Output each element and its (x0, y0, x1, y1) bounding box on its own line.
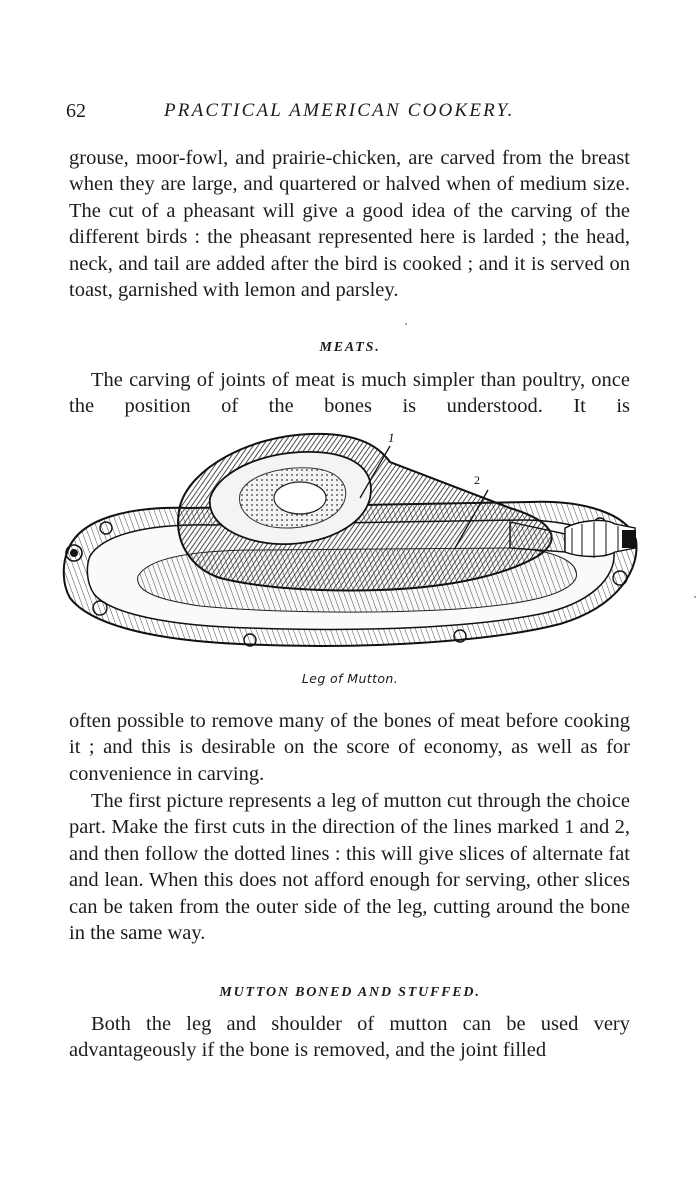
paragraph-mutton-boned: Both the leg and shoulder of mutton can be used very advantageously if the bone is removed, and the joint filled (69, 1013, 630, 1062)
cut-label-2: 2 (474, 473, 480, 487)
paragraph-meats-before-figure: The carving of joints of meat is much simpler than poultry, once the position of the bones is understood. It is (69, 369, 630, 418)
heading-mutton-boned: MUTTON BONED AND STUFFED. (219, 985, 481, 1000)
print-speck (694, 596, 696, 598)
heading-meats: MEATS. (319, 340, 381, 355)
page-number: 62 (66, 100, 86, 122)
page-header (66, 100, 630, 130)
running-title: PRACTICAL AMERICAN COOKERY. (164, 100, 515, 121)
paragraph-intro: grouse, moor-fowl, and prairie-chicken, are carved from the breast when they are large, and quartered or halved when of medium size. The cut of a pheasant will give a good idea of the carving of the different birds : the pheasant represented here is larded ; the head, neck, and tail are added after the bird is cooked ; and it is served on toast, garnished with lemon and parsley. (69, 147, 630, 302)
paragraph-meats-after-figure: often possible to remove many of the bones of meat before cooking it ; and this is desirable on the score of economy, as well as for convenience in carving. (69, 710, 630, 785)
cut-label-1: 1 (388, 430, 395, 445)
figure-caption: Leg of Mutton. (301, 671, 399, 686)
paragraph-first-picture: The first picture represents a leg of mutton cut through the choice part. Make the first cuts in the direction of the lines marked 1 and 2, and then follow the dotted lines : this will give slices of alternate fat and lean. When this does not afford enough for serving, other slices can be taken from the outer side of the leg, cutting around the bone in the same way. (69, 790, 630, 945)
print-speck (405, 323, 407, 325)
leg-of-mutton-illustration (60, 428, 640, 664)
